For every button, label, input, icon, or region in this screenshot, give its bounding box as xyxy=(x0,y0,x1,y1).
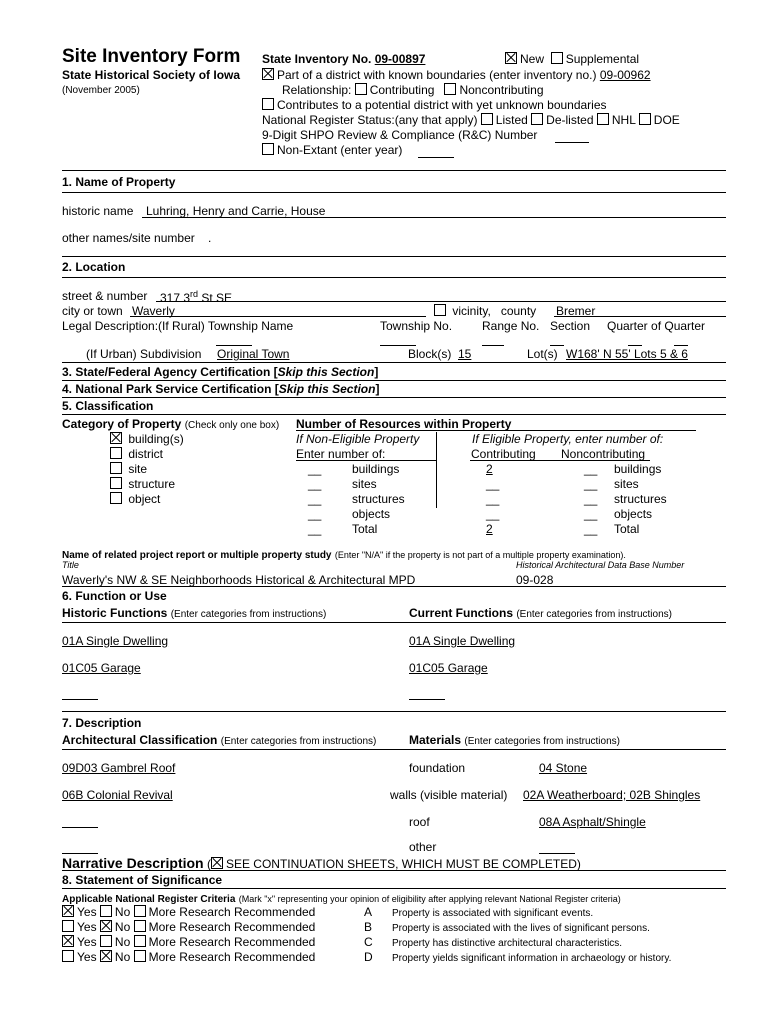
potential-district-checkbox[interactable] xyxy=(262,98,274,110)
blocks-value[interactable]: 15 xyxy=(458,347,472,361)
section-6-heading: 6. Function or Use xyxy=(62,589,167,603)
quarter-label: Quarter of Quarter xyxy=(607,319,706,333)
district-row: Part of a district with known boundaries (enter inventory no.) 09-00962 xyxy=(262,68,651,82)
nhl-checkbox[interactable] xyxy=(597,113,609,125)
noncontributing-checkbox[interactable] xyxy=(444,83,456,95)
roof-label: roof xyxy=(409,815,430,829)
section-7-heading: 7. Description xyxy=(62,716,142,730)
hadb-value[interactable]: 09-028 xyxy=(516,573,554,587)
vicinity-checkbox[interactable] xyxy=(434,304,446,316)
listed-checkbox[interactable] xyxy=(481,113,493,125)
historic-name-label: historic name xyxy=(62,204,134,218)
more-research-checkbox[interactable] xyxy=(134,905,146,917)
category-building[interactable]: building(s) xyxy=(110,432,184,447)
legal-description-label: Legal Description:(If Rural) Township Name xyxy=(62,319,294,333)
walls-value[interactable]: 02A Weatherboard; 02B Shingles xyxy=(523,788,701,802)
divider xyxy=(296,460,436,461)
current-function-2[interactable]: 01C05 Garage xyxy=(409,661,488,675)
historic-functions-label-row: Historic Functions (Enter categories from instructions) xyxy=(62,606,327,620)
potential-district-row: Contributes to a potential district with yet unknown boundaries xyxy=(262,98,607,112)
related-study-row: Name of related project report or multiple property study (Enter "N/A" if the property is not part of a multiple property examination). xyxy=(62,550,626,561)
divider xyxy=(62,397,726,398)
urban-label: (If Urban) Subdivision xyxy=(86,347,202,361)
other-names-label: other names/site number xyxy=(62,231,195,245)
divider xyxy=(62,380,726,381)
divider xyxy=(62,414,726,415)
contributing-header: Contributing xyxy=(471,447,536,461)
other-material-label: other xyxy=(409,840,437,854)
hadb-label: Historical Architectural Data Base Number xyxy=(516,560,685,570)
yes-checkbox[interactable] xyxy=(62,935,74,947)
county-field xyxy=(554,316,726,317)
divider xyxy=(62,362,726,363)
arch-class-label-row: Architectural Classification (Enter categories from instructions) xyxy=(62,733,377,747)
no-checkbox[interactable] xyxy=(100,950,112,962)
nonextant-checkbox[interactable] xyxy=(262,143,274,155)
walls-label: walls (visible material) xyxy=(390,788,508,802)
no-checkbox[interactable] xyxy=(100,920,112,932)
section-1-heading: 1. Name of Property xyxy=(62,175,176,189)
new-checkbox[interactable] xyxy=(505,52,517,64)
relationship-row: Relationship: Contributing Noncontributing xyxy=(282,83,544,97)
divider xyxy=(62,749,726,750)
narrative-row: Narrative Description ( SEE CONTINUATION SHEETS, WHICH MUST BE COMPLETED) xyxy=(62,855,581,871)
more-research-checkbox[interactable] xyxy=(134,950,146,962)
yes-checkbox[interactable] xyxy=(62,905,74,917)
criteria-row-c: Yes No More Research Recommended C Property has distinctive architectural characteristics. xyxy=(62,935,315,950)
new-supp-row: New Supplemental xyxy=(505,52,639,66)
arch-class-1[interactable]: 09D03 Gambrel Roof xyxy=(62,761,176,775)
inventory-number-row: State Inventory No. 09-00897 xyxy=(262,52,426,66)
divider xyxy=(62,888,726,889)
foundation-label: foundation xyxy=(409,761,466,775)
lots-value[interactable]: W168' N 55' Lots 5 & 6 xyxy=(566,347,688,361)
nonextant-year-field[interactable] xyxy=(418,157,454,158)
criteria-label-row: Applicable National Register Criteria (Mark "x" representing your opinion of eligibility after applying relevant National Register criteria) xyxy=(62,894,621,905)
divider xyxy=(62,277,726,278)
divider xyxy=(296,430,696,431)
noncontributing-counts[interactable]: __ __ __ __ __ xyxy=(584,462,598,536)
nonextant-row: Non-Extant (enter year) xyxy=(262,143,402,157)
narrative-checkbox[interactable] xyxy=(211,857,223,869)
category-site[interactable]: site xyxy=(110,462,184,477)
historic-function-2[interactable]: 01C05 Garage xyxy=(62,661,141,675)
criteria-row-d: Yes No More Research Recommended D Property yields significant information in archaeology or history. xyxy=(62,950,315,965)
historic-function-3-field[interactable] xyxy=(62,699,98,700)
category-label-row: Category of Property (Check only one box) xyxy=(62,417,280,431)
supplemental-checkbox[interactable] xyxy=(551,52,563,64)
doe-checkbox[interactable] xyxy=(639,113,651,125)
district-checkbox[interactable] xyxy=(262,68,274,80)
divider xyxy=(62,192,726,193)
shpo-row: 9-Digit SHPO Review & Compliance (R&C) Number xyxy=(262,128,538,142)
current-function-1[interactable]: 01A Single Dwelling xyxy=(409,634,516,648)
inventory-number[interactable]: 09-00897 xyxy=(374,52,426,66)
roof-value[interactable]: 08A Asphalt/Shingle xyxy=(539,815,646,829)
subdivision-value[interactable]: Original Town xyxy=(217,347,290,361)
more-research-checkbox[interactable] xyxy=(134,920,146,932)
township-no-label: Township No. xyxy=(380,319,453,333)
delisted-checkbox[interactable] xyxy=(531,113,543,125)
current-functions-label-row: Current Functions (Enter categories from instructions) xyxy=(409,606,672,620)
section-2-heading: 2. Location xyxy=(62,260,126,274)
yes-checkbox[interactable] xyxy=(62,920,74,932)
divider xyxy=(62,622,726,623)
divider xyxy=(470,460,650,461)
township-name-field[interactable] xyxy=(216,345,252,346)
org-name: State Historical Society of Iowa xyxy=(62,68,241,82)
section-8-heading: 8. Statement of Significance xyxy=(62,873,223,887)
section-4-heading: 4. National Park Service Certification [Skip this Section] xyxy=(62,382,380,396)
arch-class-2[interactable]: 06B Colonial Revival xyxy=(62,788,173,802)
no-checkbox[interactable] xyxy=(100,905,112,917)
lots-label: Lot(s) xyxy=(527,347,558,361)
noneligible-label: If Non-Eligible Property xyxy=(296,432,420,446)
quarter-of-field[interactable] xyxy=(674,345,688,346)
divider xyxy=(62,586,726,587)
other-names-value[interactable]: . xyxy=(208,231,212,245)
divider xyxy=(62,256,726,257)
street-field xyxy=(156,301,726,302)
category-district[interactable]: district xyxy=(110,447,184,462)
arch-class-4-field[interactable] xyxy=(62,853,98,854)
eligible-label: If Eligible Property, enter number of: xyxy=(472,432,664,446)
noncontributing-header: Noncontributing xyxy=(561,447,646,461)
column-divider xyxy=(436,432,437,508)
historic-name-value[interactable]: Luhring, Henry and Carrie, House xyxy=(146,204,326,218)
nr-status-row: National Register Status:(any that apply) Listed De-listed NHL DOE xyxy=(262,113,680,127)
historic-function-1[interactable]: 01A Single Dwelling xyxy=(62,634,169,648)
eligible-rows: buildings sites structures objects Total xyxy=(614,462,667,536)
section-5-heading: 5. Classification xyxy=(62,399,154,413)
section-3-heading: 3. State/Federal Agency Certification [Skip this Section] xyxy=(62,365,379,379)
township-no-field[interactable] xyxy=(380,345,416,346)
county-value[interactable]: Bremer xyxy=(556,304,596,318)
contributing-checkbox[interactable] xyxy=(355,83,367,95)
form-date: (November 2005) xyxy=(62,85,140,96)
street-value[interactable]: 317 3rd St SE xyxy=(160,289,233,305)
vicinity-row: vicinity, county xyxy=(434,304,536,318)
materials-label-row: Materials (Enter categories from instructions) xyxy=(409,733,620,747)
title-label: Title xyxy=(62,560,79,570)
criteria-row-a: Yes No More Research Recommended A Property is associated with significant events. xyxy=(62,905,315,920)
current-function-3-field[interactable] xyxy=(409,699,445,700)
divider xyxy=(62,870,726,871)
district-number[interactable]: 09-00962 xyxy=(599,68,651,82)
noneligible-counts[interactable]: __ __ __ __ __ xyxy=(308,462,322,536)
range-no-label: Range No. xyxy=(482,319,540,333)
category-object[interactable]: object xyxy=(110,492,184,507)
criteria-table xyxy=(62,905,672,965)
more-research-checkbox[interactable] xyxy=(134,935,146,947)
divider xyxy=(62,711,726,712)
other-material-field[interactable] xyxy=(539,853,575,854)
noneligible-rows: buildings sites structures objects Total xyxy=(352,462,405,536)
form-title: Site Inventory Form xyxy=(62,46,241,67)
quarter-field[interactable] xyxy=(628,345,642,346)
historic-name-field xyxy=(142,217,726,218)
yes-checkbox[interactable] xyxy=(62,950,74,962)
category-list xyxy=(110,432,184,507)
criteria-row-b: Yes No More Research Recommended B Property is associated with the lives of significant persons. xyxy=(62,920,315,935)
city-field xyxy=(130,316,426,317)
city-label: city or town xyxy=(62,304,123,318)
enter-number-label: Enter number of: xyxy=(296,447,386,461)
arch-class-3-field[interactable] xyxy=(62,827,98,828)
city-value[interactable]: Waverly xyxy=(132,304,175,318)
contributing-counts[interactable]: 2 __ __ __ 2 xyxy=(486,462,500,536)
divider xyxy=(62,170,726,171)
resources-heading: Number of Resources within Property xyxy=(296,417,512,431)
section-field[interactable] xyxy=(550,345,564,346)
related-title-value[interactable]: Waverly's NW & SE Neighborhoods Historical & Architectural MPD xyxy=(62,573,416,587)
blocks-label: Block(s) xyxy=(408,347,452,361)
shpo-field[interactable] xyxy=(555,142,589,143)
no-checkbox[interactable] xyxy=(100,935,112,947)
category-structure[interactable]: structure xyxy=(110,477,184,492)
foundation-value[interactable]: 04 Stone xyxy=(539,761,588,775)
street-label: street & number xyxy=(62,289,148,303)
section-label: Section xyxy=(550,319,591,333)
range-no-field[interactable] xyxy=(482,345,504,346)
